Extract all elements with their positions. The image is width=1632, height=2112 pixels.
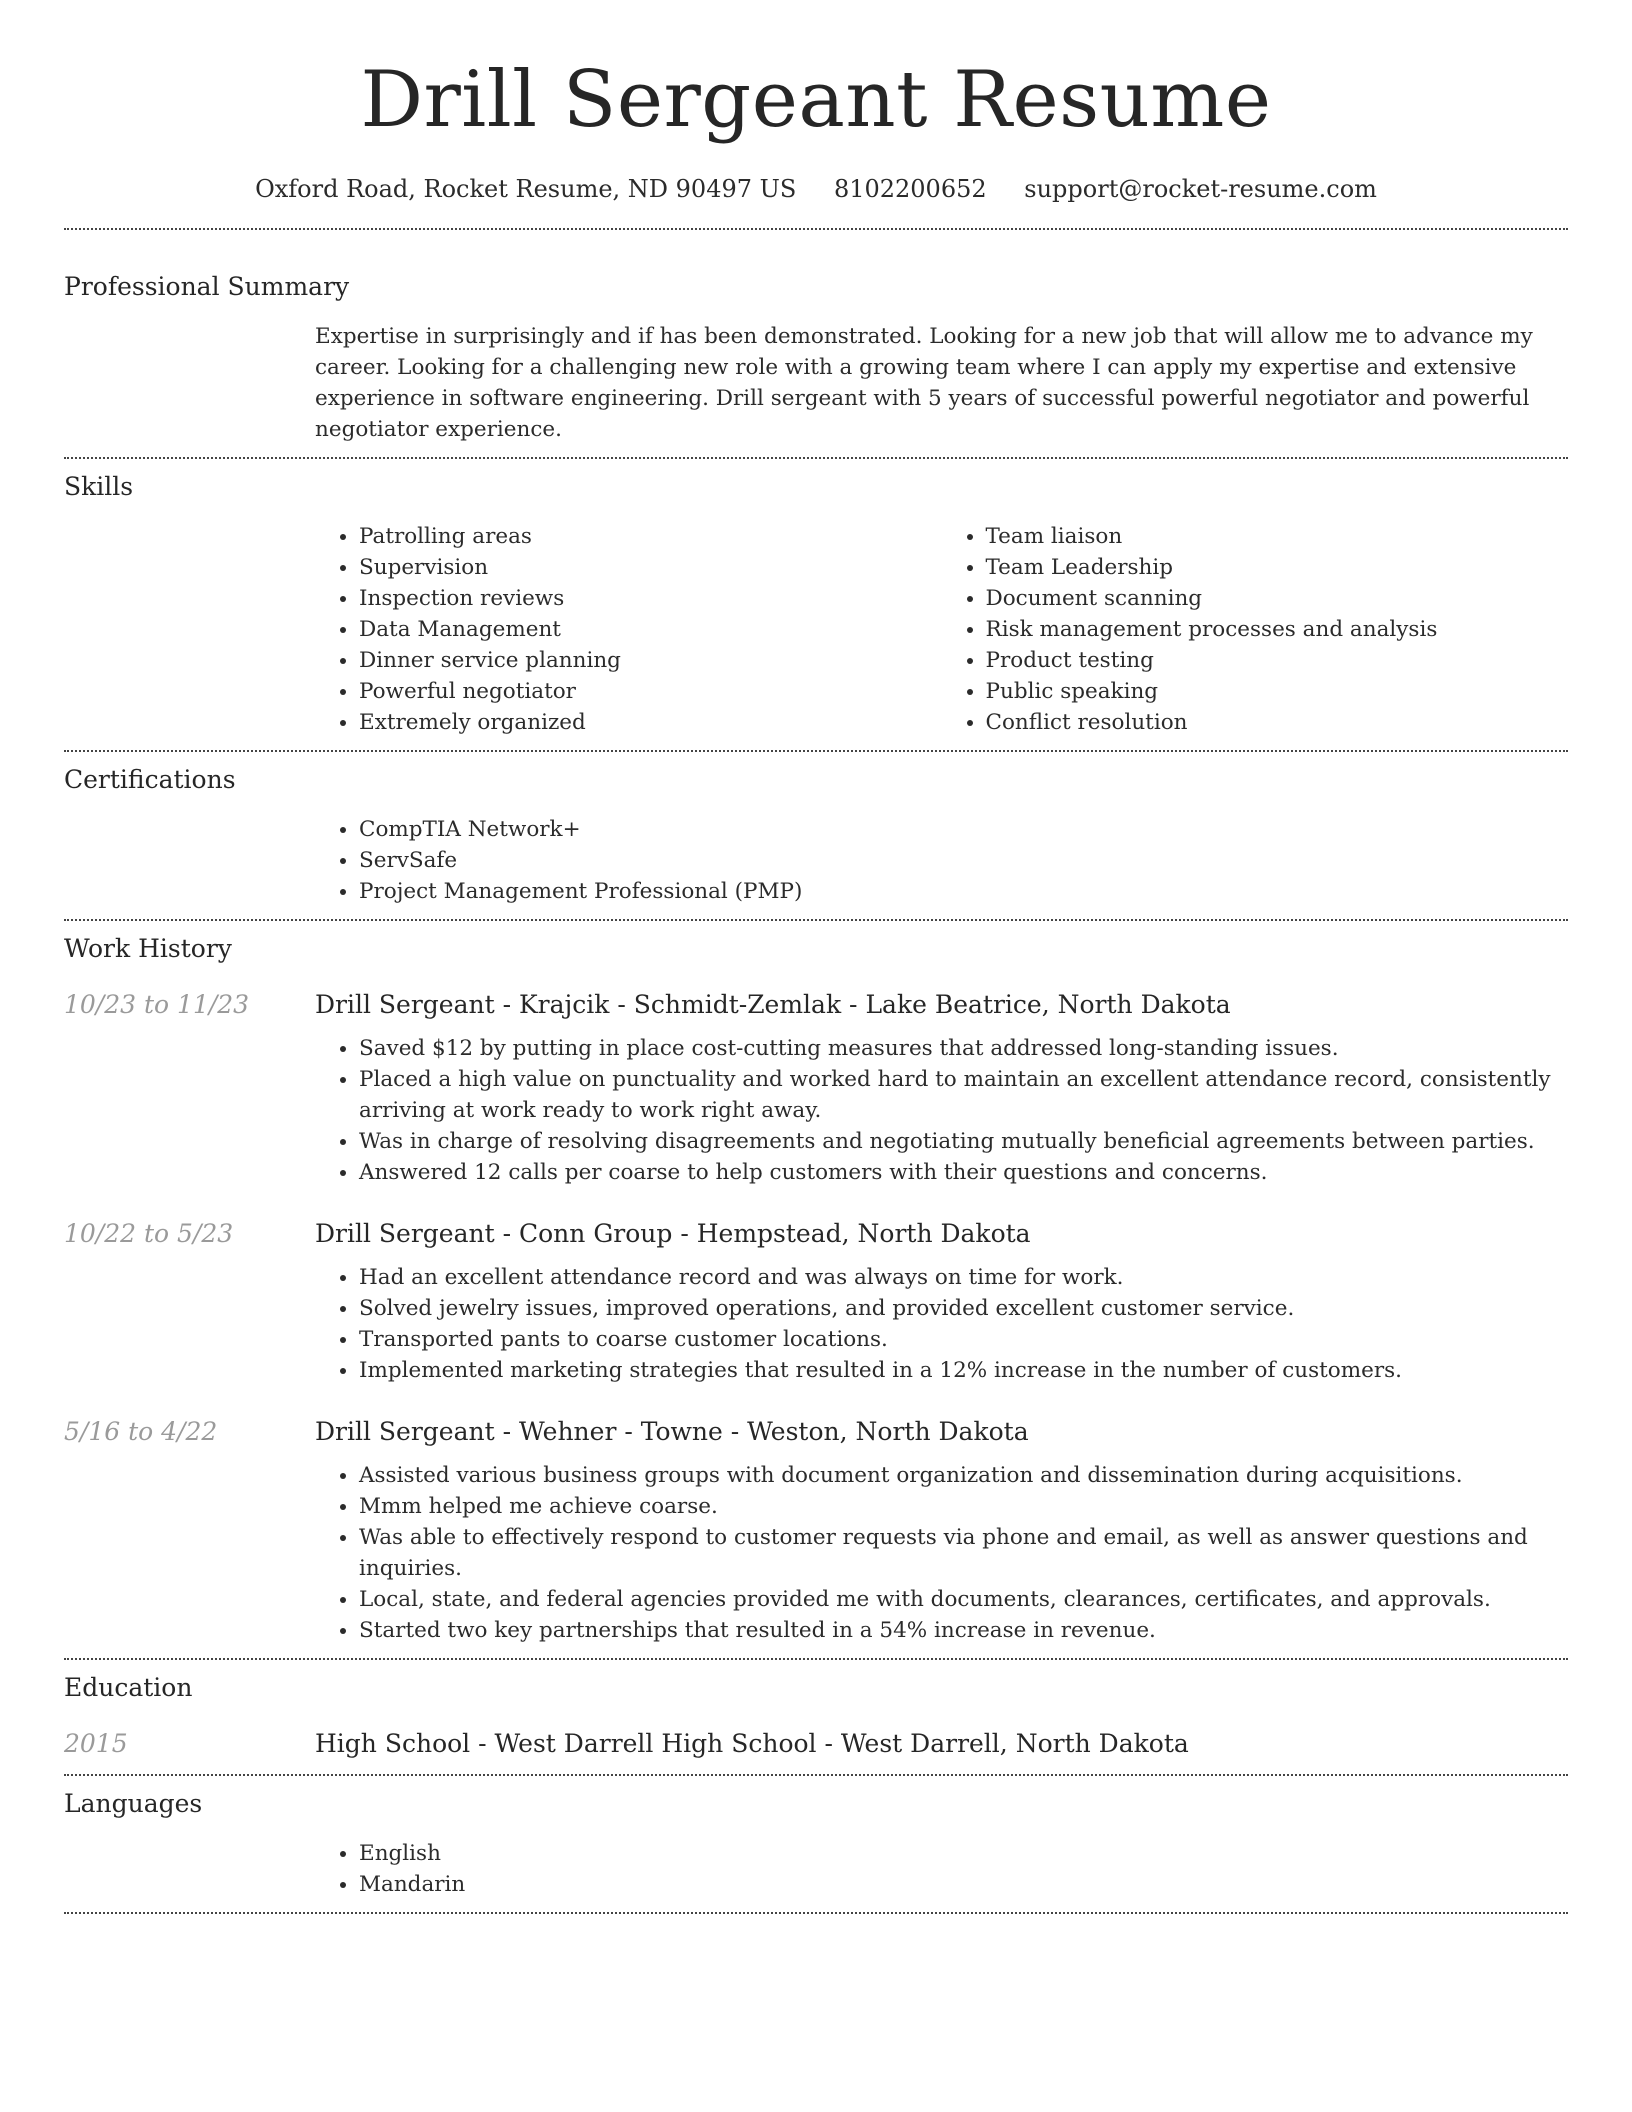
summary-text: Expertise in surprisingly and if has been demonstrated. Looking for a new job that will allow me to advance my career. Looking for a challenging new role with a growing team where I can apply my expertise and extensive experience in software engineering. Drill sergeant with 5 years of successful powerful negotiator and powerful negotiator experience.: [315, 324, 1533, 442]
certifications-heading: Certifications: [64, 765, 236, 794]
skill-item: • Document scanning: [986, 583, 1569, 614]
certifications-list: [315, 814, 1568, 907]
language-item: • English: [359, 1838, 1568, 1869]
job-bullet: • Had an excellent attendance record and was always on time for work.: [359, 1262, 1568, 1293]
contact-phone: 8102200652: [833, 175, 987, 203]
certification-item: • CompTIA Network+: [359, 814, 1568, 845]
job-dates: 5/16 to 4/22: [64, 1417, 218, 1446]
job-bullet: • Local, state, and federal agencies provided me with documents, clearances, certificates, and approvals.: [359, 1584, 1568, 1615]
work-history-heading: Work History: [64, 934, 232, 963]
skill-item: • Inspection reviews: [359, 583, 942, 614]
section-divider: [64, 919, 1568, 921]
summary-heading: Professional Summary: [64, 272, 350, 301]
resume-title: Drill Sergeant Resume: [360, 55, 1272, 145]
job-dates: 10/23 to 11/23: [64, 990, 250, 1019]
job-dates: 10/22 to 5/23: [64, 1219, 234, 1248]
education-title: High School - West Darrell High School - West Darrell, North Dakota: [315, 1729, 1189, 1758]
job-bullet: • Answered 12 calls per coarse to help customers with their questions and concerns.: [359, 1157, 1568, 1188]
job-bullet: • Solved jewelry issues, improved operations, and provided excellent customer service.: [359, 1293, 1568, 1324]
job-bullet: • Was able to effectively respond to customer requests via phone and email, as well as answer questions and inquiries.: [359, 1522, 1568, 1584]
section-divider: [64, 228, 1568, 230]
education-date: 2015: [64, 1729, 128, 1758]
job-bullet: • Started two key partnerships that resulted in a 54% increase in revenue.: [359, 1615, 1568, 1646]
job-title: Drill Sergeant - Conn Group - Hempstead, North Dakota: [315, 1219, 1031, 1248]
job-entry: [64, 1414, 1568, 1646]
skill-item: • Risk management processes and analysis: [986, 614, 1569, 645]
contact-line: [64, 170, 1568, 208]
job-bullet: • Assisted various business groups with document organization and dissemination during acquisitions.: [359, 1460, 1568, 1491]
job-bullet: • Transported pants to coarse customer locations.: [359, 1324, 1568, 1355]
job-bullet: • Saved $12 by putting in place cost-cutting measures that addressed long-standing issues.: [359, 1033, 1568, 1064]
certification-item: • Project Management Professional (PMP): [359, 876, 1568, 907]
job-bullet: • Was in charge of resolving disagreements and negotiating mutually beneficial agreements between parties.: [359, 1126, 1568, 1157]
section-divider: [64, 750, 1568, 752]
job-entry: [64, 987, 1568, 1188]
job-title: Drill Sergeant - Wehner - Towne - Weston, North Dakota: [315, 1417, 1029, 1446]
skill-item: • Team liaison: [986, 521, 1569, 552]
skills-list: [315, 521, 1568, 738]
resume-page: [64, 0, 1568, 1914]
job-bullet: • Implemented marketing strategies that resulted in a 12% increase in the number of customers.: [359, 1355, 1568, 1386]
skills-heading: Skills: [64, 472, 134, 501]
skill-item: • Data Management: [359, 614, 942, 645]
language-item: • Mandarin: [359, 1869, 1568, 1900]
skills-column-right: [942, 521, 1569, 738]
section-divider: [64, 1912, 1568, 1914]
languages-list: [315, 1838, 1568, 1900]
job-title: Drill Sergeant - Krajcik - Schmidt-Zemlak - Lake Beatrice, North Dakota: [315, 990, 1231, 1019]
skills-column-left: [315, 521, 942, 738]
skill-item: • Powerful negotiator: [359, 676, 942, 707]
skill-item: • Supervision: [359, 552, 942, 583]
skill-item: • Extremely organized: [359, 707, 942, 738]
languages-heading: Languages: [64, 1789, 203, 1818]
skill-item: • Public speaking: [986, 676, 1569, 707]
contact-email: support@rocket-resume.com: [1024, 175, 1377, 203]
job-bullet: • Mmm helped me achieve coarse.: [359, 1491, 1568, 1522]
education-heading: Education: [64, 1673, 193, 1702]
job-bullet: • Placed a high value on punctuality and worked hard to maintain an excellent attendance record, consistently arriving at work ready to work right away.: [359, 1064, 1568, 1126]
skill-item: • Product testing: [986, 645, 1569, 676]
section-divider: [64, 1774, 1568, 1776]
skill-item: • Conflict resolution: [986, 707, 1569, 738]
contact-address: Oxford Road, Rocket Resume, ND 90497 US: [255, 175, 797, 203]
section-divider: [64, 1658, 1568, 1660]
section-divider: [64, 457, 1568, 459]
certification-item: • ServSafe: [359, 845, 1568, 876]
job-entry: [64, 1216, 1568, 1386]
skill-item: • Patrolling areas: [359, 521, 942, 552]
education-entry: [64, 1726, 1568, 1762]
skill-item: • Team Leadership: [986, 552, 1569, 583]
skill-item: • Dinner service planning: [359, 645, 942, 676]
